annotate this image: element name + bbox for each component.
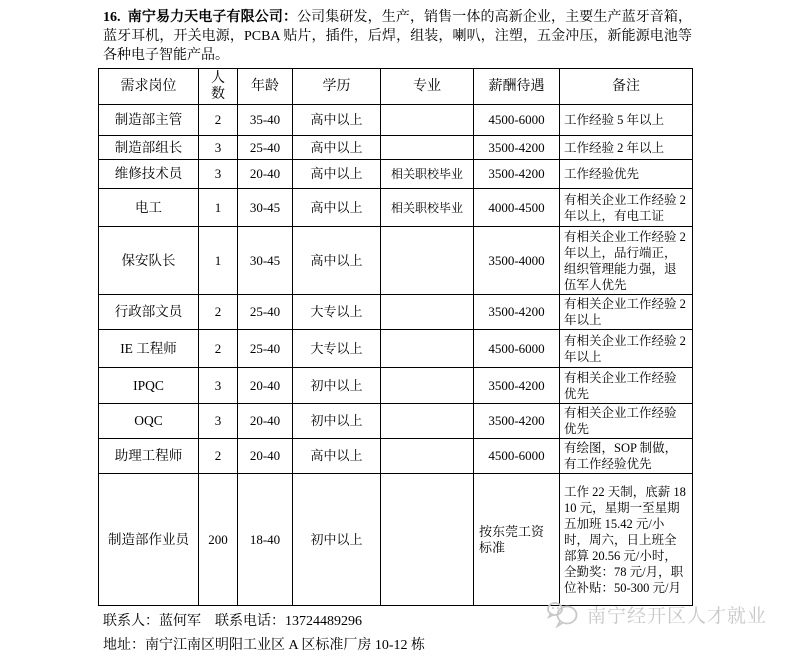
cell-education: 高中以上 <box>293 160 381 189</box>
cell-count: 1 <box>199 227 238 295</box>
cell-remark: 有相关企业工作经验 2 年以上，有电工证 <box>560 189 693 227</box>
cell-age: 20-40 <box>238 368 293 404</box>
cell-salary: 3500-4200 <box>474 136 560 160</box>
cell-major <box>381 105 474 136</box>
header-age: 年龄 <box>238 69 293 105</box>
cell-count: 3 <box>199 368 238 404</box>
address-line: 地址：南宁江南区明阳工业区 A 区标准厂房 10-12 栋 <box>103 638 425 653</box>
cell-position: OQC <box>99 404 199 439</box>
cell-age: 20-40 <box>238 404 293 439</box>
cell-position: 保安队长 <box>99 227 199 295</box>
cell-position: 助理工程师 <box>99 439 199 474</box>
cell-salary: 4500-6000 <box>474 330 560 368</box>
cell-position: 行政部文员 <box>99 295 199 330</box>
cell-age: 20-40 <box>238 160 293 189</box>
cell-count: 3 <box>199 404 238 439</box>
cell-count: 2 <box>199 330 238 368</box>
document-content <box>98 6 692 658</box>
table-row <box>99 439 693 474</box>
cell-salary: 3500-4200 <box>474 368 560 404</box>
cell-position: 制造部组长 <box>99 136 199 160</box>
cell-position: IPQC <box>99 368 199 404</box>
cell-major <box>381 136 474 160</box>
cell-major <box>381 404 474 439</box>
cell-salary: 4000-4500 <box>474 189 560 227</box>
cell-salary: 4500-6000 <box>474 439 560 474</box>
company-intro-paragraph <box>98 6 692 67</box>
cell-count: 2 <box>199 439 238 474</box>
header-major: 专业 <box>381 69 474 105</box>
cell-position: 电工 <box>99 189 199 227</box>
cell-position: 制造部主管 <box>99 105 199 136</box>
cell-count: 1 <box>199 189 238 227</box>
cell-major <box>381 474 474 606</box>
cell-salary: 4500-6000 <box>474 105 560 136</box>
cell-education: 高中以上 <box>293 439 381 474</box>
cell-remark: 有相关企业工作经验 2 年以上，品行端正，组织管理能力强，退伍军人优先 <box>560 227 693 295</box>
company-description: 公司集研发，生产，销售一体的高新企业，主要生产蓝牙音箱，蓝牙耳机，开关电源，PCBA 贴片，插件，后焊，组装，喇叭，注塑，五金冲压，新能源电池等各种电子智能产品。 <box>103 10 693 63</box>
cell-education: 大专以上 <box>293 330 381 368</box>
cell-remark: 有绘图，SOP 制做，有工作经验优先 <box>560 439 693 474</box>
cell-major <box>381 227 474 295</box>
cell-position: 制造部作业员 <box>99 474 199 606</box>
cell-remark: 有相关企业工作经验 2 年以上 <box>560 330 693 368</box>
cell-remark: 有相关企业工作经验 2 年以上 <box>560 295 693 330</box>
cell-major <box>381 439 474 474</box>
cell-remark: 工作 22 天制，底薪 1810 元，星期一至星期五加班 15.42 元/小时，周六，日上班全部算 20.56 元/小时，全勤奖：78 元/月，职位补贴：50-300 元/月 <box>560 474 693 606</box>
cell-remark: 工作经验 5 年以上 <box>560 105 693 136</box>
cell-salary: 3500-4000 <box>474 227 560 295</box>
cell-education: 高中以上 <box>293 105 381 136</box>
cell-education: 高中以上 <box>293 136 381 160</box>
cell-major <box>381 368 474 404</box>
cell-major: 相关职校毕业 <box>381 189 474 227</box>
cell-education: 大专以上 <box>293 295 381 330</box>
header-remark: 备注 <box>560 69 693 105</box>
table-row <box>99 330 693 368</box>
cell-salary: 3500-4200 <box>474 295 560 330</box>
cell-age: 25-40 <box>238 295 293 330</box>
cell-major <box>381 330 474 368</box>
cell-age: 25-40 <box>238 330 293 368</box>
cell-count: 2 <box>199 105 238 136</box>
cell-age: 25-40 <box>238 136 293 160</box>
cell-remark: 工作经验 2 年以上 <box>560 136 693 160</box>
chat-bubbles-icon <box>546 599 582 629</box>
cell-age: 18-40 <box>238 474 293 606</box>
table-row <box>99 474 693 606</box>
cell-salary: 按东莞工资标准 <box>474 474 560 606</box>
cell-position: 维修技术员 <box>99 160 199 189</box>
cell-education: 初中以上 <box>293 368 381 404</box>
cell-age: 35-40 <box>238 105 293 136</box>
cell-salary: 3500-4200 <box>474 160 560 189</box>
table-row <box>99 189 693 227</box>
cell-age: 30-45 <box>238 189 293 227</box>
watermark-text: 南宁经开区人才就业 <box>587 605 768 627</box>
table-row <box>99 227 693 295</box>
cell-remark: 工作经验优先 <box>560 160 693 189</box>
table-header-row <box>99 69 693 105</box>
cell-salary: 3500-4200 <box>474 404 560 439</box>
cell-education: 初中以上 <box>293 474 381 606</box>
table-body <box>99 105 693 606</box>
cell-remark: 有相关企业工作经验优先 <box>560 368 693 404</box>
table-row <box>99 136 693 160</box>
header-education: 学历 <box>293 69 381 105</box>
cell-count: 2 <box>199 295 238 330</box>
cell-position: IE 工程师 <box>99 330 199 368</box>
cell-major: 相关职校毕业 <box>381 160 474 189</box>
job-positions-table <box>98 68 693 606</box>
header-salary: 薪酬待遇 <box>474 69 560 105</box>
contact-line: 联系人：蓝何军 联系电话：13724489296 <box>103 614 362 629</box>
cell-age: 30-45 <box>238 227 293 295</box>
cell-education: 高中以上 <box>293 189 381 227</box>
table-row <box>99 160 693 189</box>
watermark <box>546 599 767 629</box>
cell-count: 3 <box>199 136 238 160</box>
table-row <box>99 404 693 439</box>
cell-age: 20-40 <box>238 439 293 474</box>
cell-count: 200 <box>199 474 238 606</box>
company-number: 16. <box>103 10 121 25</box>
table-row <box>99 295 693 330</box>
company-name: 南宁易力天电子有限公司： <box>127 10 298 25</box>
cell-education: 高中以上 <box>293 227 381 295</box>
table-row <box>99 368 693 404</box>
cell-education: 初中以上 <box>293 404 381 439</box>
header-position: 需求岗位 <box>99 69 199 105</box>
cell-major <box>381 295 474 330</box>
table-row <box>99 105 693 136</box>
cell-remark: 有相关企业工作经验优先 <box>560 404 693 439</box>
cell-count: 3 <box>199 160 238 189</box>
header-count: 人数 <box>199 69 238 105</box>
